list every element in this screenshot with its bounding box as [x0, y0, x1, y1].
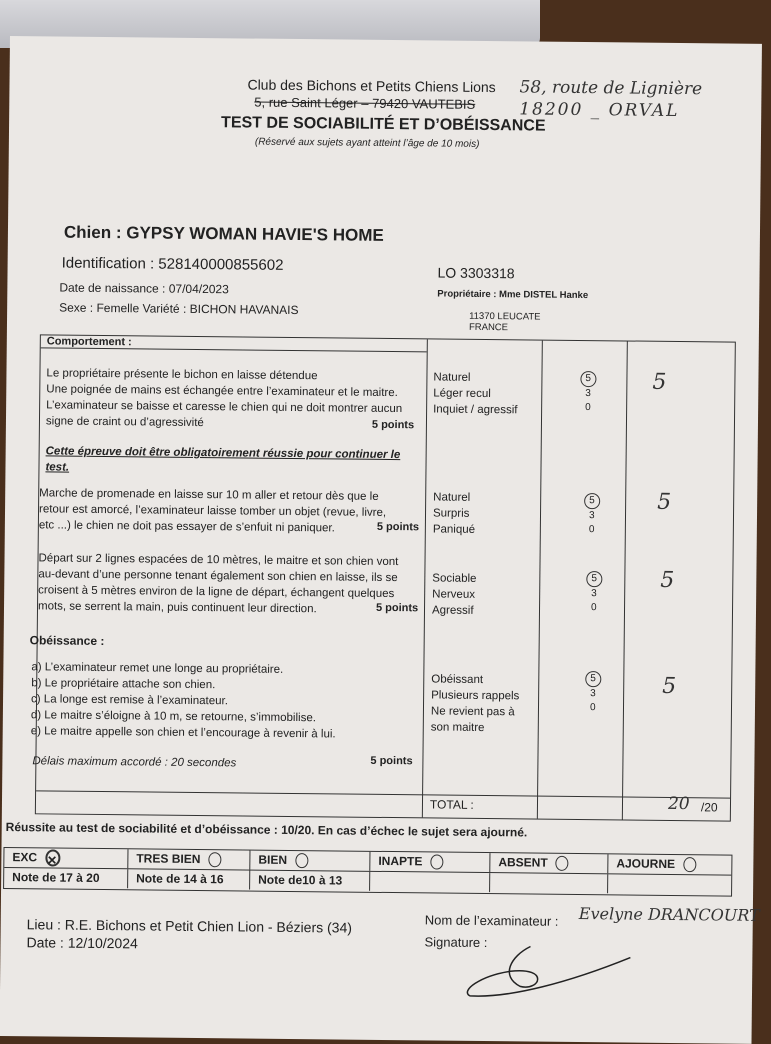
birth-date: Date de naissance : 07/04/2023	[59, 280, 229, 297]
row-1-labels: Naturel Léger recul Inquiet / agressif	[433, 371, 518, 417]
section-obedience: Obéissance :	[29, 633, 105, 649]
evaluation-table	[29, 334, 736, 821]
obedience-scores: 5 3 0	[585, 671, 601, 715]
total-max: /20	[700, 800, 718, 815]
grade-absent[interactable]: ABSENT	[490, 853, 608, 873]
handwritten-address-1: 58, route de Lignière	[519, 77, 703, 100]
obedience-final: 5	[662, 673, 677, 700]
row-2-scores: 5 3 0	[584, 493, 600, 537]
delay-note: Délais maximum accordé : 20 secondes	[32, 755, 237, 770]
grade-tres-bien[interactable]: TRES BIEN	[128, 849, 250, 869]
success-note: Réussite au test de sociabilité et d’obéissance : 10/20. En cas d’échec le sujet sera ajourné.	[5, 819, 528, 840]
obedience-points: 5 points	[370, 754, 413, 768]
grade-ajourne[interactable]: AJOURNE	[608, 854, 731, 874]
page-title: TEST DE SOCIABILITÉ ET D’OBÉISSANCE	[221, 114, 546, 135]
behaviour-row-3: Départ sur 2 lignes espacées de 10 mètres, le maitre et son chien vont au-devant d’une personne tenant également son chien en laisse, ils se croisent à 5 mètres environ de la ligne de départ, échangent quelques mots, se serrent la main, puis continuent leur direction.	[37, 552, 399, 616]
owner: Propriétaire : Mme DISTEL Hanke	[437, 288, 589, 302]
behaviour-row-1: Le propriétaire présente le bichon en laisse détendue Une poignée de mains est échangée entre l’examinateur et le maitre. L’examinateur se baisse et caresse le chien qui ne doit montrer aucun signe de craint ou d’agressivité	[45, 367, 403, 430]
examiner-name: Evelyne DRANCOURT	[578, 904, 760, 925]
identification: Identification : 528140000855602	[61, 254, 284, 274]
row-1-scores: 5 3 0	[580, 371, 596, 415]
total-value: 20	[667, 793, 690, 815]
sex-variety: Sexe : Femelle Variété : BICHON HAVANAIS	[59, 300, 299, 318]
row-2-labels: Naturel Surpris Paniqué	[432, 491, 476, 536]
row-3-scores: 5 3 0	[586, 571, 602, 615]
date: Date : 12/10/2024	[26, 934, 138, 952]
row-1-final: 5	[652, 369, 667, 395]
obedience-labels: Obéissant Plusieurs rappels Ne revient pas à son maitre	[430, 673, 520, 735]
owner-city: 11370 LEUCATE	[469, 310, 541, 323]
grade-note: Note de 14 à 16	[128, 869, 250, 889]
grade-note: Note de 17 à 20	[4, 868, 128, 888]
lo-number: LO 3303318	[437, 264, 515, 282]
points: 5 points	[371, 418, 415, 432]
points: 5 points	[376, 520, 420, 534]
subtitle: (Réservé aux sujets ayant atteint l’âge de 10 mois)	[254, 136, 480, 150]
document	[0, 36, 762, 1044]
owner-country: FRANCE	[468, 321, 509, 334]
grade-exc[interactable]: EXC ✕	[4, 848, 128, 868]
grade-table	[3, 847, 732, 897]
mandatory-note: Cette épreuve doit être obligatoirement réussie pour continuer le test.	[45, 445, 401, 474]
obedience-items: a) L’examinateur remet une longe au propriétaire. b) Le propriétaire attache son chien. c) La longe est remise à l’examinateur. d) Le maitre s’éloigne à 10 m, se retourne, s’immobilise. e) Le maitre appelle son chien et l’encourage à revenir à lui.	[30, 661, 336, 741]
club-name: Club des Bichons et Petits Chiens Lions	[247, 76, 496, 96]
points: 5 points	[375, 601, 419, 615]
handwritten-address-2: 18200 _ ORVAL	[519, 99, 680, 122]
row-2-final: 5	[657, 489, 672, 515]
signature-label: Signature :	[424, 934, 488, 951]
total-label: TOTAL :	[429, 797, 474, 812]
grade-inapte[interactable]: INAPTE	[370, 852, 490, 872]
old-address: 5, rue Saint Léger – 79420 VAUTEBIS	[254, 94, 476, 112]
row-3-final: 5	[660, 567, 675, 593]
row-3-labels: Sociable Nerveux Agressif	[431, 572, 477, 617]
grade-bien[interactable]: BIEN	[250, 851, 370, 871]
behaviour-row-2: Marche de promenade en laisse sur 10 m aller et retour dès que le retour est amorcé, l’examinateur laisse tomber un objet (revue, livre, etc ...) le chien ne doit pas essayer de s’enfuit ni paniquer.	[38, 487, 387, 535]
signature	[450, 936, 651, 1008]
grade-note: Note de10 à 13	[250, 871, 370, 891]
place: Lieu : R.E. Bichons et Petit Chien Lion - Béziers (34)	[26, 916, 353, 936]
section-behaviour: Comportement :	[46, 335, 132, 349]
dog-name: Chien : GYPSY WOMAN HAVIE'S HOME	[63, 222, 384, 245]
examiner-label: Nom de l’examinateur :	[424, 912, 559, 929]
